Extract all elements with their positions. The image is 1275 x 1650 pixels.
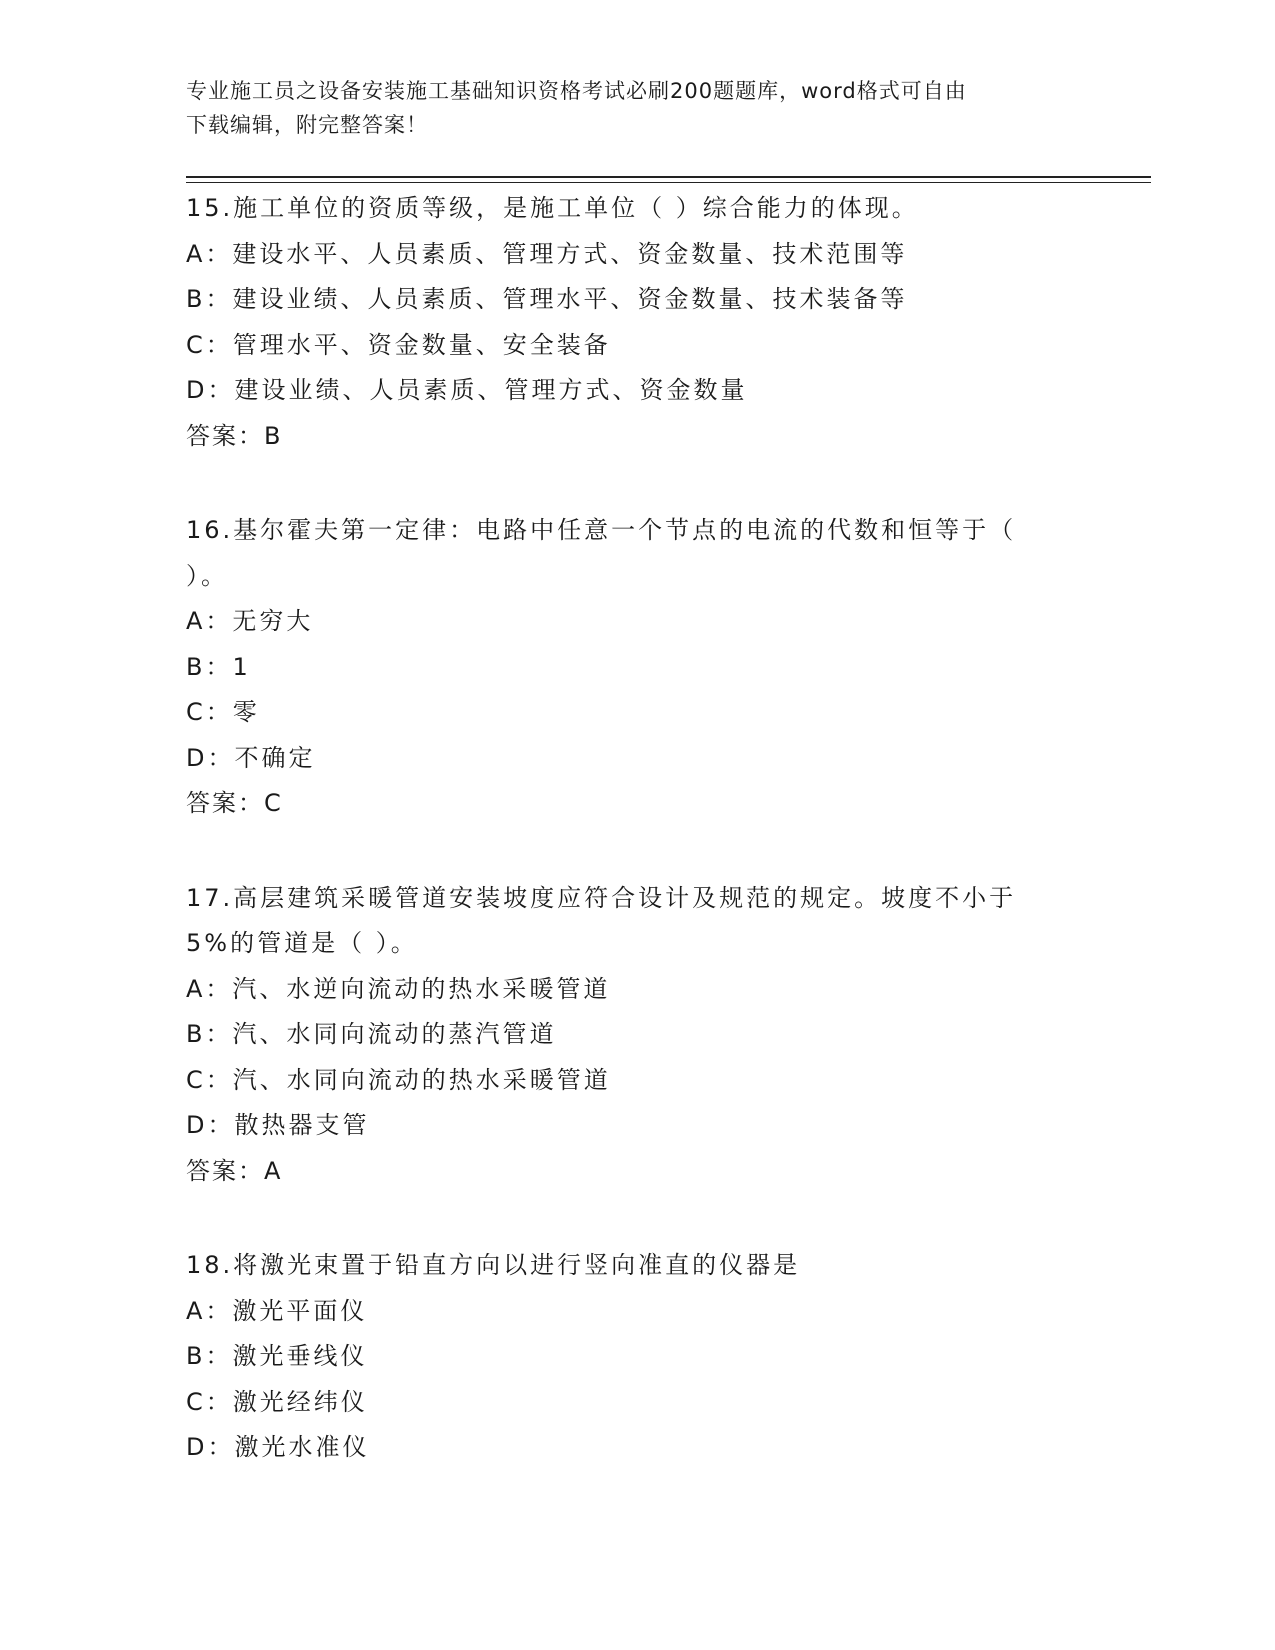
answer-line: 答案：A xyxy=(186,1156,283,1185)
option-d: D：散热器支管 xyxy=(186,1111,370,1139)
header-line-1: 专业施工员之设备安装施工基础知识资格考试必刷200题题库，word格式可自由 xyxy=(186,79,967,103)
answer-line: 答案：C xyxy=(186,789,283,817)
option-c: C：激光经纬仪 xyxy=(186,1387,368,1416)
option-c: C：管理水平、资金数量、安全装备 xyxy=(186,330,611,359)
header-divider-thick xyxy=(186,176,1151,178)
question-stem: 18.将激光束置于铅直方向以进行竖向准直的仪器是 xyxy=(186,1251,801,1279)
question-spacer xyxy=(186,459,1086,508)
option-a: A：激光平面仪 xyxy=(186,1296,368,1325)
option-d: D：激光水准仪 xyxy=(186,1433,370,1461)
question-15 xyxy=(186,186,1086,459)
option-c: C：零 xyxy=(186,698,260,726)
header-line-2: 下载编辑，附完整答案！ xyxy=(186,113,428,137)
header-divider-thin xyxy=(186,182,1151,183)
question-16 xyxy=(186,508,1086,827)
question-17 xyxy=(186,876,1086,1195)
option-a: A：建设水平、人员素质、管理方式、资金数量、技术范围等 xyxy=(186,239,908,268)
question-spacer xyxy=(186,827,1086,876)
option-b: B：激光垂线仪 xyxy=(186,1342,368,1370)
option-b: B：建设业绩、人员素质、管理水平、资金数量、技术装备等 xyxy=(186,285,908,313)
option-b: B：1 xyxy=(186,652,251,681)
option-d: D：建设业绩、人员素质、管理方式、资金数量 xyxy=(186,376,748,404)
document-header xyxy=(186,74,1066,142)
question-stem: 17.高层建筑采暖管道安装坡度应符合设计及规范的规定。坡度不小于 xyxy=(186,883,1017,912)
option-a: A：无穷大 xyxy=(186,607,314,635)
option-c: C：汽、水同向流动的热水采暖管道 xyxy=(186,1065,611,1094)
option-b: B：汽、水同向流动的蒸汽管道 xyxy=(186,1020,557,1048)
question-stem-continued: ）。 xyxy=(186,561,228,590)
question-stem: 16.基尔霍夫第一定律：电路中任意一个节点的电流的代数和恒等于（ xyxy=(186,516,1017,544)
question-18 xyxy=(186,1243,1086,1471)
question-spacer xyxy=(186,1194,1086,1243)
question-stem: 15.施工单位的资质等级，是施工单位（ ）综合能力的体现。 xyxy=(186,194,919,222)
option-d: D：不确定 xyxy=(186,743,316,772)
question-list xyxy=(186,186,1086,1471)
answer-line: 答案：B xyxy=(186,421,283,450)
question-stem-continued: 5%的管道是（ ）。 xyxy=(186,929,418,957)
option-a: A：汽、水逆向流动的热水采暖管道 xyxy=(186,974,611,1003)
